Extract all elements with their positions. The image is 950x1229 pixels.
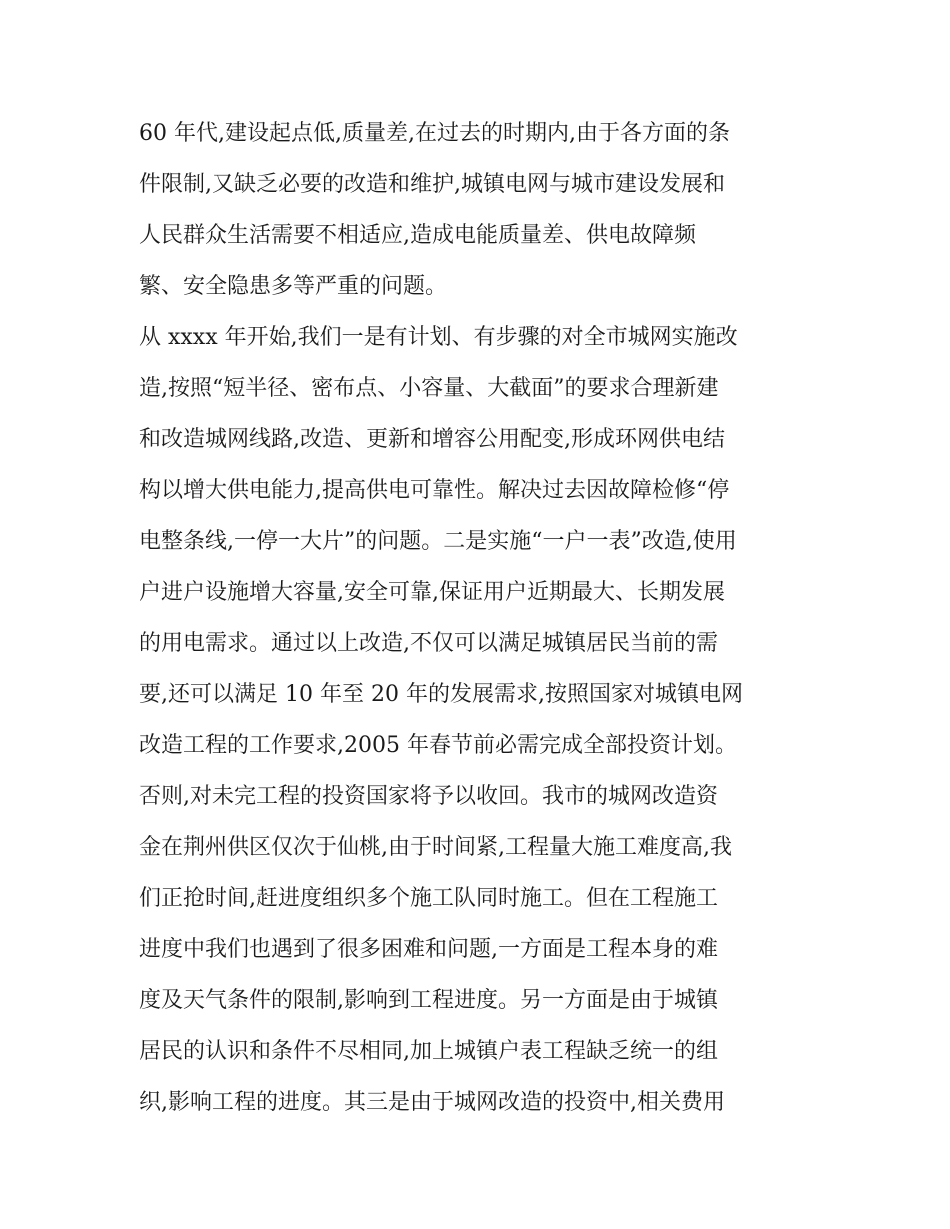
- document-body: [139, 108, 811, 1128]
- text-line: 进度中我们也遇到了很多困难和问题,一方面是工程本身的难: [139, 937, 718, 962]
- text-line: 金在荆州供区仅次于仙桃,由于时间紧,工程量大施工难度高,我: [139, 835, 732, 860]
- text-line: 造,按照“短半径、密布点、小容量、大截面”的要求合理新建: [139, 376, 719, 401]
- text-line: 和改造城网线路,改造、更新和增容公用配变,形成环网供电结: [139, 427, 725, 452]
- paragraph-2: [139, 312, 811, 1128]
- text-line: 们正抢时间,赶进度组织多个施工队同时施工。但在工程施工: [139, 886, 718, 911]
- paragraph-1: [139, 108, 811, 312]
- text-line: 度及天气条件的限制,影响到工程进度。另一方面是由于城镇: [139, 988, 718, 1013]
- text-line: 居民的认识和条件不尽相同,加上城镇户表工程缺乏统一的组: [139, 1039, 718, 1064]
- text-line: 繁、安全隐患多等严重的问题。: [139, 274, 448, 299]
- text-line: 织,影响工程的进度。其三是由于城网改造的投资中,相关费用: [139, 1090, 725, 1115]
- text-line: 的用电需求。通过以上改造,不仅可以满足城镇居民当前的需: [139, 631, 718, 656]
- text-line: 从 xxxx 年开始,我们一是有计划、有步骤的对全市城网实施改: [139, 325, 738, 350]
- text-line: 构以增大供电能力,提高供电可靠性。解决过去因故障检修“停: [139, 478, 730, 503]
- text-line: 户进户设施增大容量,安全可靠,保证用户近期最大、长期发展: [139, 580, 725, 605]
- text-line: 否则,对未完工程的投资国家将予以收回。我市的城网改造资: [139, 784, 718, 809]
- text-line: 要,还可以满足 10 年至 20 年的发展需求,按照国家对城镇电网: [139, 682, 743, 707]
- text-line: 60 年代,建设起点低,质量差,在过去的时期内,由于各方面的条: [139, 121, 730, 146]
- text-line: 电整条线,一停一大片”的问题。二是实施“一户一表”改造,使用: [139, 529, 737, 554]
- text-line: 件限制,又缺乏必要的改造和维护,城镇电网与城市建设发展和: [139, 172, 725, 197]
- text-line: 改造工程的工作要求,2005 年春节前必需完成全部投资计划。: [139, 733, 737, 758]
- text-line: 人民群众生活需要不相适应,造成电能质量差、供电故障频: [139, 223, 696, 248]
